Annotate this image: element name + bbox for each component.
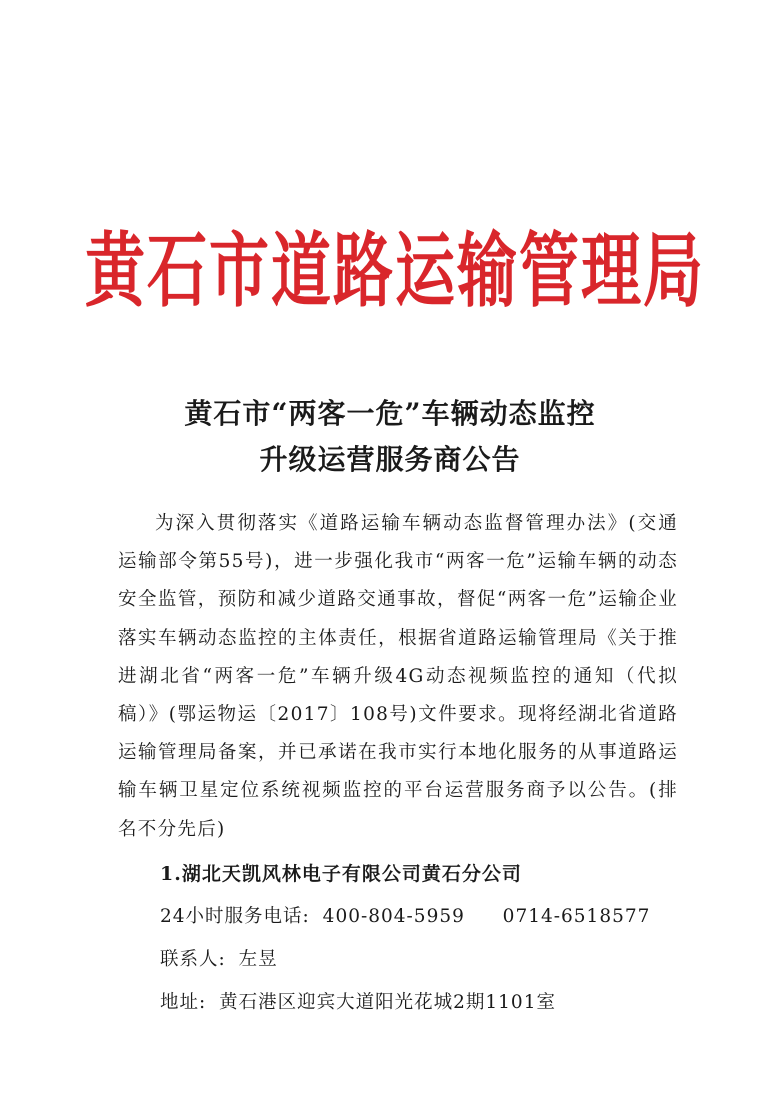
contact-label: 联系人: <box>160 948 226 970</box>
letterhead <box>85 210 705 320</box>
address-label: 地址: <box>160 991 207 1013</box>
body-paragraph: 为深入贯彻落实《道路运输车辆动态监督管理办法》(交通运输部令第55号)，进一步强化我市“两客一危”运输车辆的动态安全监管，预防和减少道路交通事故，督促“两客一危”运输企业落实车辆动态监控的主体责任，根据省道路运输管理局《关于推进湖北省“两客一危”车辆升级4G动态视频监控的通知（代拟稿）》(鄂运物运〔2017〕108号)文件要求。现将经湖北省道路运输管理局备案，并已承诺在我市实行本地化服务的从事道路运输车辆卫星定位系统视频监控的平台运营服务商予以公告。(排名不分先后) <box>118 513 678 840</box>
hotline-number-1: 400-804-5959 <box>322 905 465 927</box>
document-title-line-2: 升级运营服务商公告 <box>259 443 521 476</box>
address-line <box>160 984 678 1022</box>
letterhead-title: 黄石市道路运输管理局 <box>85 224 705 319</box>
hotline-number-2: 0714-6518577 <box>502 905 651 927</box>
hotline-line <box>160 898 678 936</box>
contact-name: 左昱 <box>238 948 278 970</box>
hotline-label: 24小时服务电话: <box>160 905 310 927</box>
document-title-line-1: 黄石市“两客一危”车辆动态监控 <box>184 397 596 430</box>
document-body <box>118 505 678 1022</box>
company-name: 1.湖北天凯风林电子有限公司黄石分公司 <box>160 862 522 885</box>
address-value: 黄石港区迎宾大道阳光花城2期1101室 <box>219 991 556 1013</box>
contact-line <box>160 941 678 979</box>
